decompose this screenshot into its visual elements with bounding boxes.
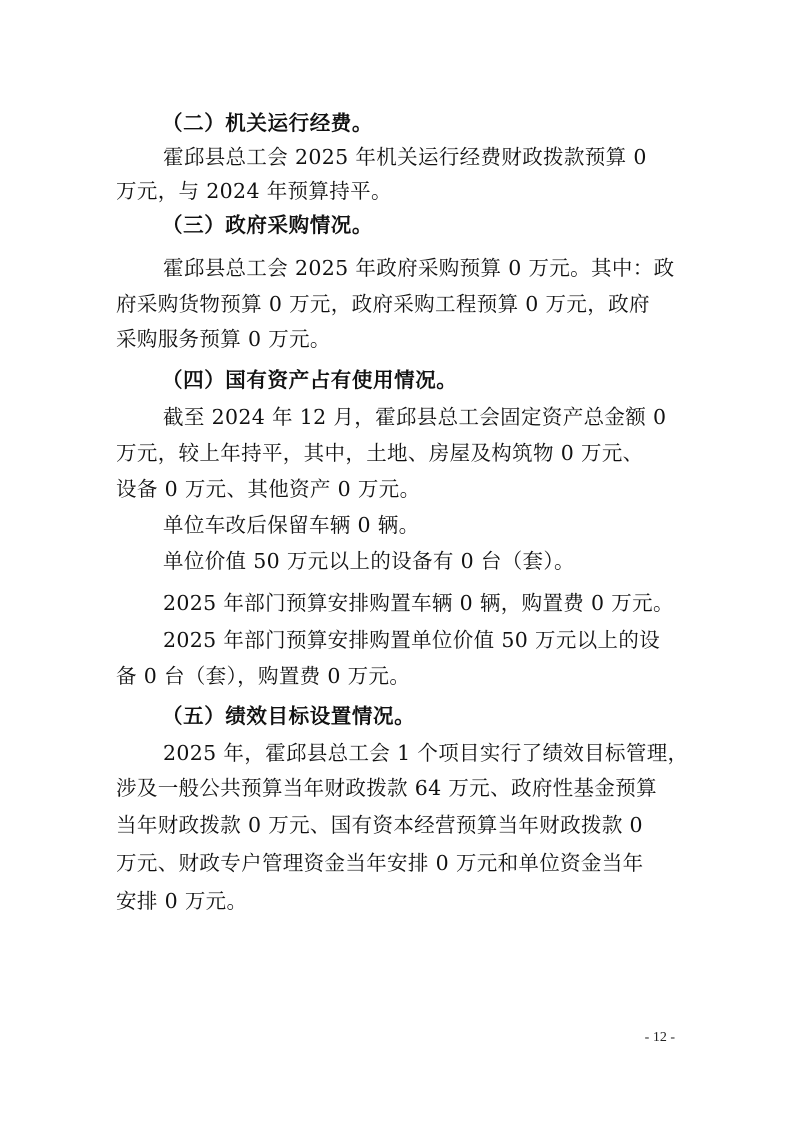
paragraph-line: 备 0 台（套），购置费 0 万元。 [116, 664, 411, 688]
paragraph-line: 采购服务预算 0 万元。 [116, 327, 331, 351]
paragraph-line: 当年财政拨款 0 万元、国有资本经营预算当年财政拨款 0 [116, 813, 643, 837]
paragraph-line: 涉及一般公共预算当年财政拨款 64 万元、政府性基金预算 [116, 776, 657, 800]
section-heading-2: （二）机关运行经费。 [162, 111, 373, 135]
paragraph-line: 2025 年部门预算安排购置单位价值 50 万元以上的设 [163, 628, 661, 652]
page-number: - 12 - [644, 1030, 675, 1045]
paragraph-line: 万元，较上年持平，其中，土地、房屋及构筑物 0 万元、 [116, 441, 644, 465]
paragraph-line: 单位价值 50 万元以上的设备有 0 台（套）。 [163, 549, 575, 573]
section-heading-4: （四）国有资产占有使用情况。 [162, 368, 458, 392]
section-heading-5: （五）绩效目标设置情况。 [162, 704, 416, 728]
paragraph-line: 府采购货物预算 0 万元，政府采购工程预算 0 万元，政府 [116, 292, 650, 316]
paragraph-line: 安排 0 万元。 [116, 889, 248, 913]
paragraph-line: 万元、财政专户管理资金当年安排 0 万元和单位资金当年 [116, 851, 644, 875]
paragraph-line: 2025 年部门预算安排购置车辆 0 辆，购置费 0 万元。 [163, 591, 674, 615]
paragraph-line: 单位车改后保留车辆 0 辆。 [163, 513, 420, 537]
paragraph-line: 霍邱县总工会 2025 年政府采购预算 0 万元。其中：政 [163, 256, 675, 280]
paragraph-line: 万元，与 2024 年预算持平。 [116, 179, 392, 203]
paragraph-line: 设备 0 万元、其他资产 0 万元。 [116, 477, 421, 501]
paragraph-line: 2025 年，霍邱县总工会 1 个项目实行了绩效目标管理， [163, 741, 689, 765]
paragraph-line: 截至 2024 年 12 月，霍邱县总工会固定资产总金额 0 [163, 405, 667, 429]
section-heading-3: （三）政府采购情况。 [162, 213, 373, 237]
paragraph-line: 霍邱县总工会 2025 年机关运行经费财政拨款预算 0 [163, 145, 647, 169]
